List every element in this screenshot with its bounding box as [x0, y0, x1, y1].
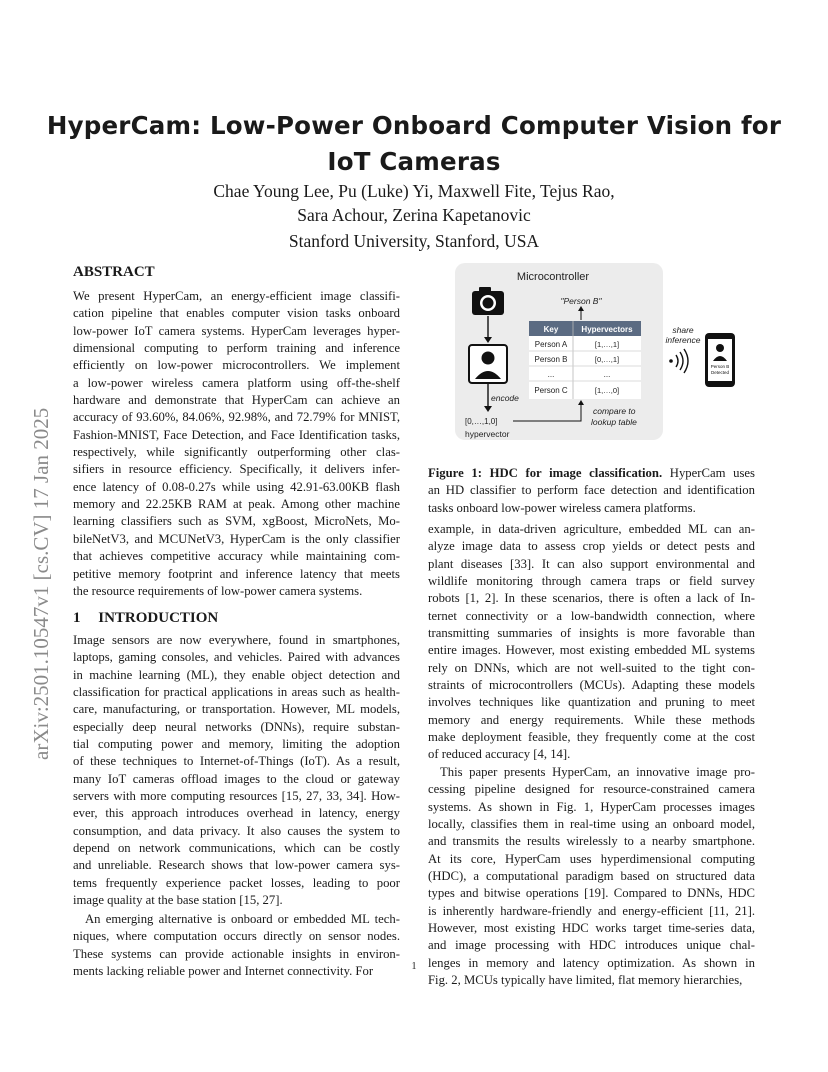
- camera-icon: [472, 287, 504, 315]
- compare-label-2: lookup table: [591, 417, 637, 427]
- result-label: "Person B": [560, 296, 602, 306]
- abstract-heading: ABSTRACT: [73, 264, 155, 280]
- table-cell-key-1: Person A: [534, 340, 568, 349]
- table-cell-vector-1: [1,…,1]: [594, 340, 620, 349]
- caption-line-3: tasks onboard low-power wireless camera platforms.: [428, 500, 696, 515]
- text-line: example, in data-driven agriculture, embedded ML can an-: [428, 522, 755, 536]
- text-line: consumption, and data privacy. It also causes the system to: [73, 823, 400, 838]
- text-line: These systems can provide actionable insights in environ-: [73, 946, 400, 961]
- text-line: Fig. 2, MCUs typically have limited, flat memory hierarchies,: [428, 973, 743, 988]
- share-label-2: inference: [665, 335, 701, 345]
- text-line: plant diseases [33]. It can also support environmental and: [428, 556, 755, 571]
- caption-first-line-rest: HyperCam uses: [662, 466, 755, 480]
- smartphone-icon: [705, 333, 735, 387]
- table-cell-key-3: ...: [547, 370, 555, 379]
- figure-1: [455, 263, 755, 443]
- text-line: cation pipeline that enables computer vision tasks onboard: [73, 306, 400, 321]
- text-line: is inherently hardware-friendly and energy-efficient [11, 21].: [428, 903, 755, 918]
- encode-label: encode: [491, 393, 519, 403]
- text-line: hardware and demonstrate that HyperCam can achieve an: [73, 393, 400, 408]
- text-line: respectively, while significantly outperforming other clas-: [73, 445, 400, 460]
- text-line: types and bitwise operations [19]. Compared to DNNs, HDC: [428, 886, 755, 901]
- text-line: accuracy of 93.60%, 84.06%, 92.98%, and 72.79% for MNIST,: [73, 410, 400, 425]
- text-line: systems. As shown in Fig. 1, HyperCam processes images: [428, 799, 755, 814]
- text-line: rely on DNNs, which are not well-suited to the tight con-: [428, 660, 755, 675]
- arxiv-stamp-text: arXiv:2501.10547v1 [cs.CV] 17 Jan 2025: [29, 407, 53, 760]
- text-line: involves techniques like quantization and pruning to meet: [428, 695, 755, 710]
- compare-label-1: compare to: [593, 406, 636, 416]
- author-list: [60, 179, 768, 227]
- text-line: alyze image data to assess crop yields or detect pests and: [428, 539, 755, 554]
- intro-heading: [73, 610, 218, 627]
- text-line: depend on network communications, which can be costly: [73, 841, 400, 856]
- intro-heading-number: 1: [73, 610, 81, 626]
- text-line: many IoT cameras offload images to the cloud or gateway: [73, 771, 400, 786]
- text-line: locally, classifies them in real-time using an onboard model,: [428, 817, 755, 832]
- title-line-1: HyperCam: Low-Power Onboard Computer Vision for: [46, 111, 782, 140]
- text-line: sifiers in resource efficiency. Specifically, it delivers infer-: [73, 462, 400, 477]
- text-line: This paper presents HyperCam, an innovative image pro-: [440, 765, 755, 779]
- table-header-hypervectors: Hypervectors: [581, 325, 633, 334]
- text-line: We present HyperCam, an energy-efficient image classifi-: [73, 289, 400, 303]
- text-line: care, manufacturing, or transportation. However, ML models,: [73, 702, 400, 717]
- hypervector-label: hypervector: [465, 429, 510, 439]
- wireless-signal-icon: [669, 349, 688, 373]
- caption-title: Figure 1: HDC for image classification.: [428, 466, 663, 480]
- phone-label-2: Detected: [710, 370, 730, 375]
- text-line: and transmits the results wirelessly to a nearby smartphone.: [428, 834, 755, 849]
- text-line: of reduced accuracy [4, 14].: [428, 747, 571, 762]
- text-line: (HDC), a computational paradigm based on structured data: [428, 869, 755, 884]
- text-line: servers with more computing resources [15, 27, 33, 34]. How-: [73, 789, 400, 804]
- intro-paragraph-1: [73, 632, 400, 910]
- title-line-2: IoT Cameras: [327, 147, 501, 176]
- query-vector-label: [0,…,1,0]: [465, 417, 498, 426]
- page-number: 1: [411, 961, 417, 972]
- text-line: However, most existing HDC works target time-series data,: [428, 921, 755, 936]
- text-line: a low-power wireless camera platform using off-the-shelf: [73, 375, 400, 390]
- text-line: tial computing power and memory, limiting the adoption: [73, 737, 400, 752]
- paper-title: [40, 108, 788, 180]
- text-line: robots [1, 2]. In these scenarios, there is often a lack of In-: [428, 591, 755, 606]
- face-image-icon: [469, 345, 507, 383]
- text-line: laptops, gaming consoles, and vehicles. Paired with advances: [73, 650, 400, 665]
- text-line: and image processing with HDC introduces unique chal-: [428, 938, 755, 953]
- text-line: lenges in memory and latency optimization. As shown in: [428, 955, 755, 970]
- text-line: Fashion-MNIST, Face Detection, and Face Identification tasks,: [73, 427, 400, 442]
- text-line: memory and 22.25KB RAM at peak. Among other machine: [73, 497, 400, 512]
- text-line: An emerging alternative is onboard or embedded ML tech-: [85, 912, 400, 926]
- body-paragraph-right-1: [428, 521, 755, 764]
- table-cell-key-4: Person C: [534, 386, 568, 395]
- text-line: that achieves competitive accuracy while maintaining com-: [73, 549, 400, 564]
- text-line: the resource requirements of low-power camera systems.: [73, 583, 363, 598]
- text-line: efficiently on low-power microcontrollers. We implement: [73, 358, 400, 373]
- text-line: wildlife monitoring through camera traps or field survey: [428, 574, 755, 589]
- text-line: and unreliable. Research shows that low-power camera sys-: [73, 858, 400, 873]
- intro-heading-label: INTRODUCTION: [98, 610, 219, 626]
- text-line: learning classifiers such as SVM, xgBoost, MicroNets, Mo-: [73, 514, 400, 529]
- microcontroller-label: Microcontroller: [516, 271, 590, 283]
- text-line: ments lacking reliable power and Internet connectivity. For: [73, 964, 374, 979]
- text-line: bileNetV3, and MCUNetV3, HyperCam is the only classifier: [73, 531, 400, 546]
- text-line: tems frequently experience packet losses, leading to poor: [73, 875, 400, 890]
- figure-caption: [428, 465, 755, 517]
- text-line: ever, this approach introduces overhead in latency, energy: [73, 806, 400, 821]
- text-line: image quality at the base station [15, 27].: [73, 893, 283, 908]
- text-line: classification for practical applications in areas such as health-: [73, 685, 400, 700]
- table-cell-key-2: Person B: [534, 355, 568, 364]
- authors-line-2: Sara Achour, Zerina Kapetanovic: [297, 205, 531, 225]
- text-line: make deployment feasible, they frequently come at the cost: [428, 730, 755, 745]
- text-line: memory and energy requirements. While these methods: [428, 712, 755, 727]
- text-line: low-power IoT camera systems. HyperCam leverages hyper-: [73, 323, 400, 338]
- text-line: transmitting summaries of insights is more favorable than: [428, 626, 755, 641]
- text-line: ternet connectivity or a low-bandwidth connection, where: [428, 608, 755, 623]
- text-line: cessing pipeline designed for resource-constrained camera: [428, 782, 755, 797]
- arxiv-stamp: [18, 290, 58, 770]
- share-label-1: share: [672, 325, 694, 335]
- text-line: especially deep neural networks (DNNs), require substan-: [73, 719, 400, 734]
- body-paragraph-right-2: [428, 764, 755, 989]
- text-line: petitive memory footprint and inference latency that meets: [73, 566, 400, 581]
- text-line: in machine learning (ML), they enable object detection and: [73, 667, 400, 682]
- table-cell-vector-3: ...: [603, 370, 611, 379]
- table-cell-vector-2: [0,…,1]: [594, 355, 620, 364]
- phone-label-1: Person B: [710, 364, 730, 369]
- text-line: dimensional computing to perform training and inference: [73, 341, 400, 356]
- intro-paragraph-2: [73, 911, 400, 980]
- abstract-text: [73, 288, 400, 600]
- affiliation: Stanford University, Stanford, USA: [288, 231, 540, 251]
- caption-line-2: an HD classifier to perform face detection and identification: [428, 483, 755, 498]
- text-line: Image sensors are now everywhere, found in smartphones,: [73, 633, 400, 647]
- text-line: niques, where computation occurs directly on sensor nodes.: [73, 929, 400, 944]
- text-line: entire images. However, most existing embedded ML systems: [428, 643, 755, 658]
- text-line: of these techniques to Internet-of-Things (IoT). As a result,: [73, 754, 400, 769]
- text-line: ence latency of 0.08-0.27s while using 42.91-63.00KB flash: [73, 479, 400, 494]
- table-cell-vector-4: [1,…,0]: [594, 386, 620, 395]
- authors-line-1: Chae Young Lee, Pu (Luke) Yi, Maxwell Fite, Tejus Rao,: [213, 181, 615, 201]
- text-line: straints of microcontrollers (MCUs). Adapting these models: [428, 678, 755, 693]
- table-header-key: Key: [543, 325, 559, 334]
- text-line: At its core, HyperCam uses hyperdimensional computing: [428, 851, 755, 866]
- lookup-table: [529, 321, 641, 399]
